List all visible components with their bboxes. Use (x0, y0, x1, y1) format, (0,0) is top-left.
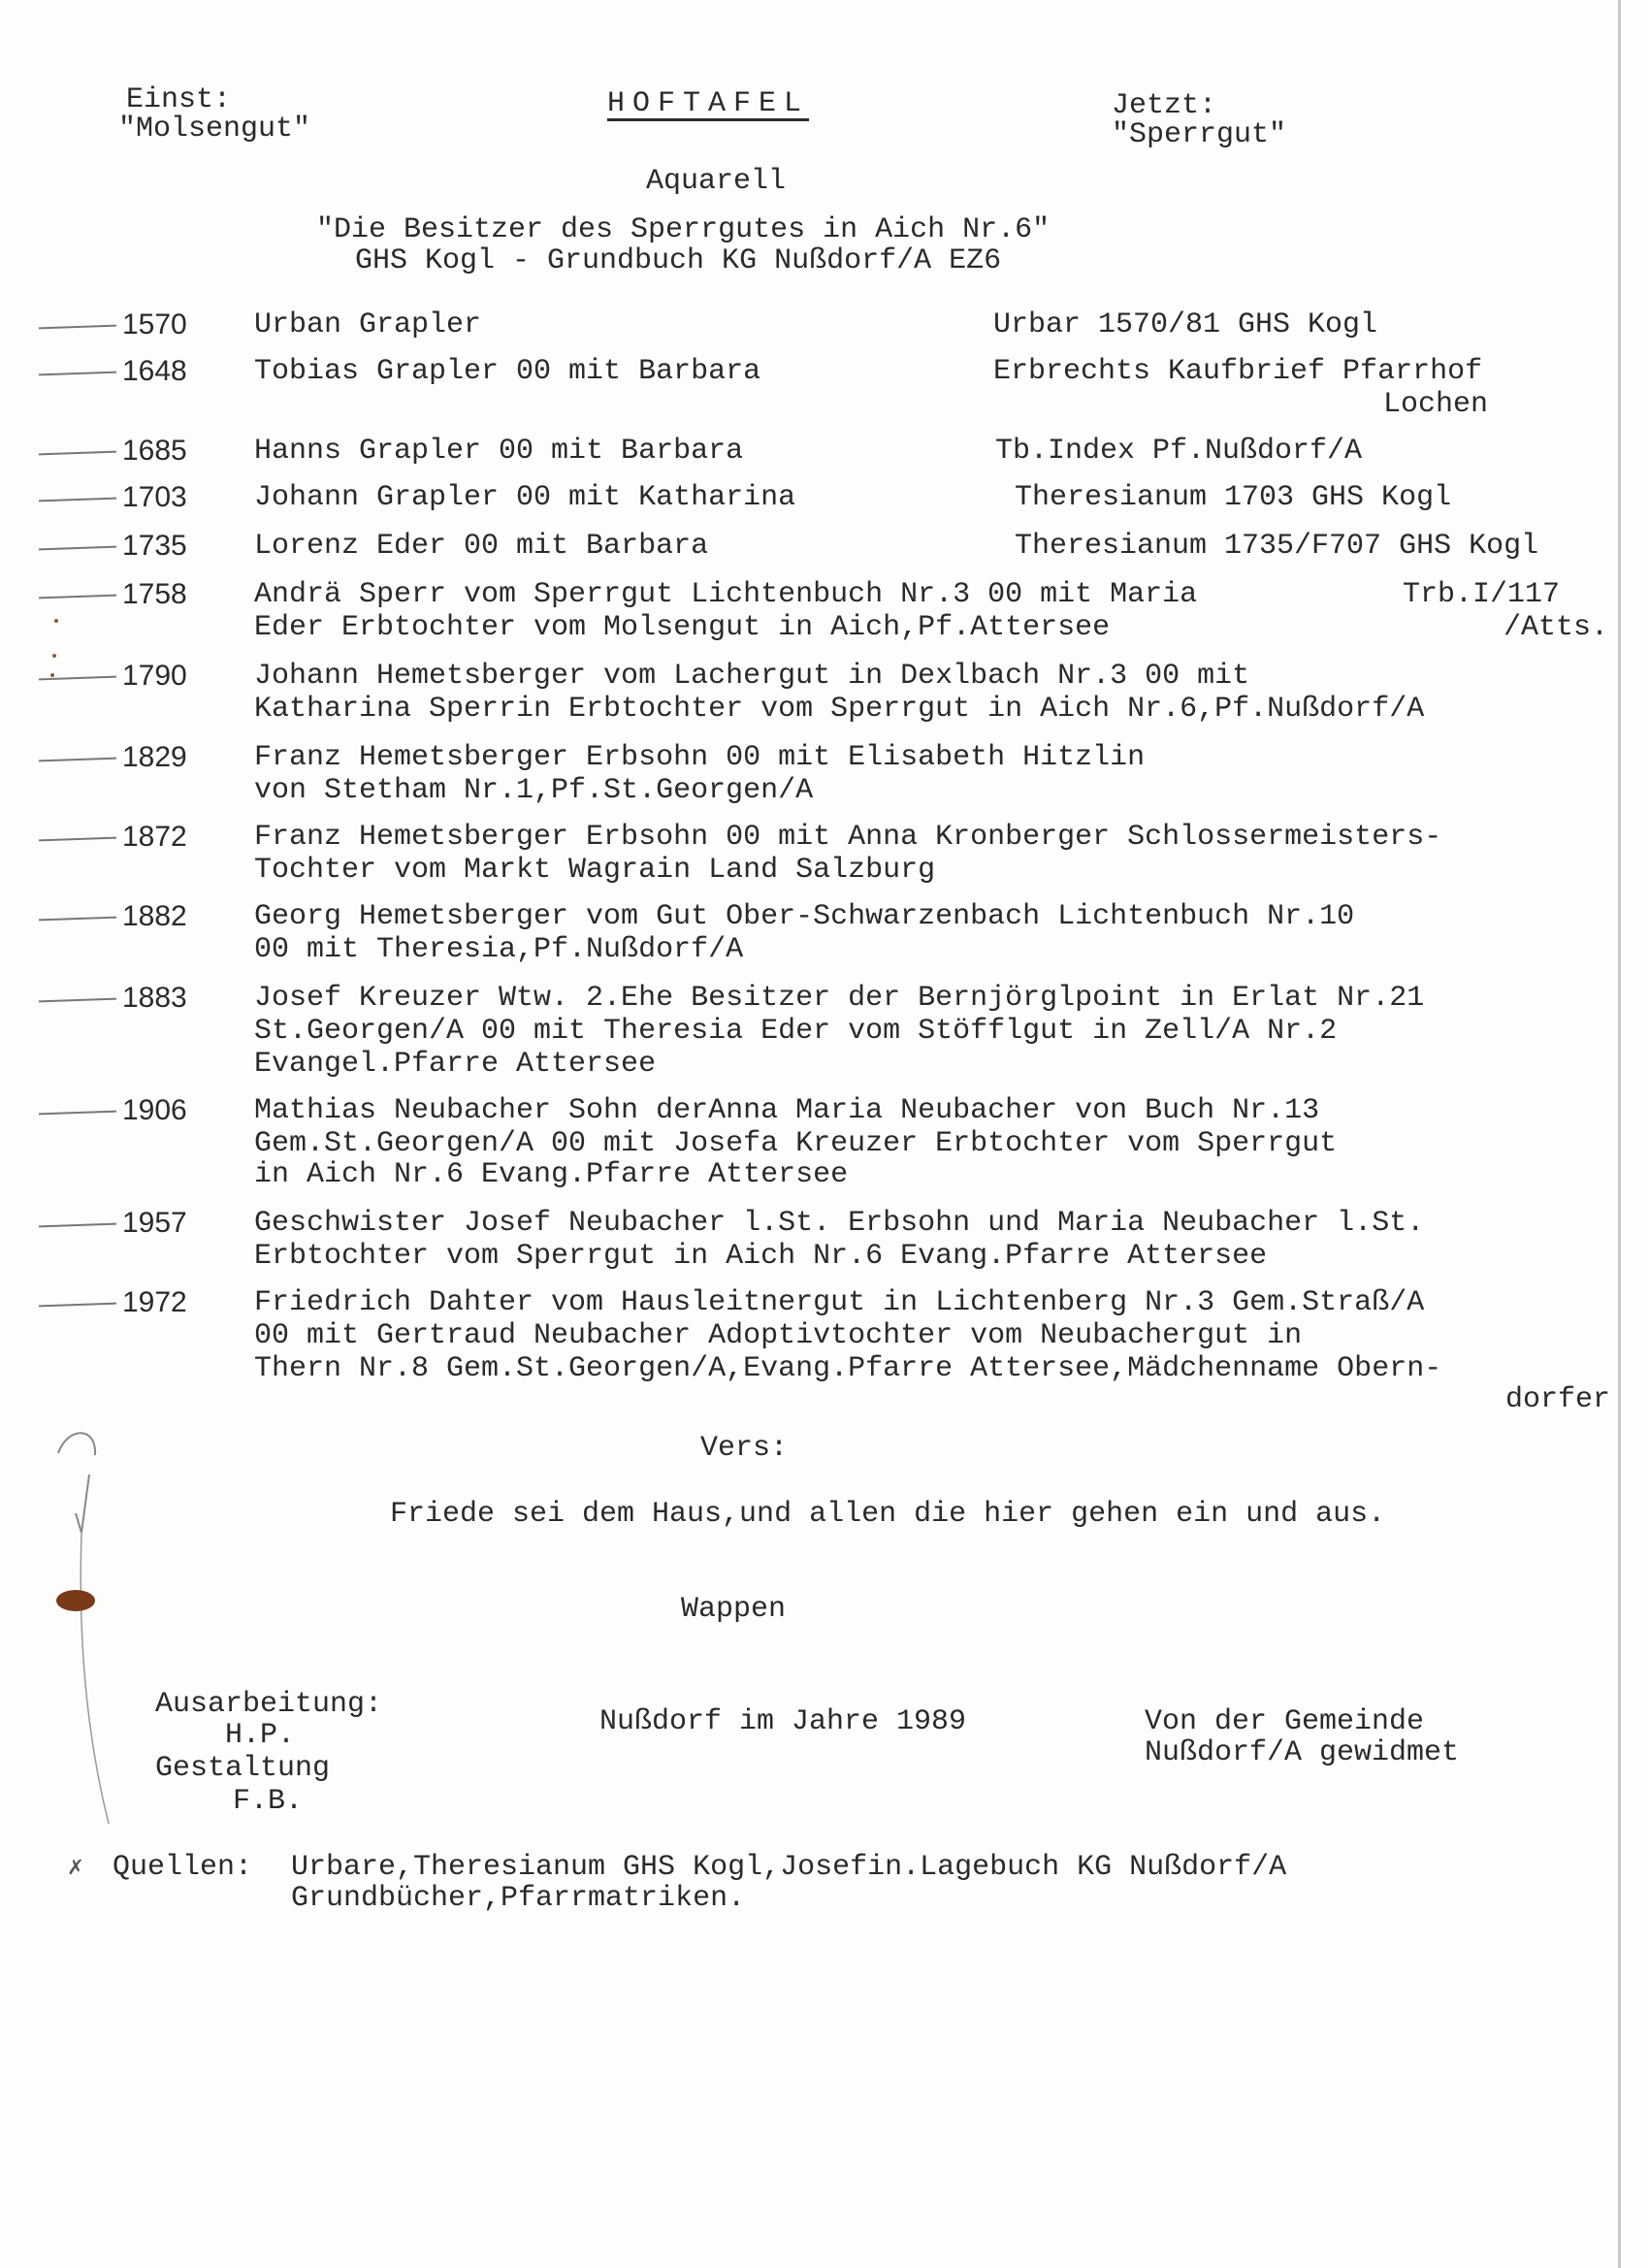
entry-year: 1872 (122, 821, 187, 853)
gestaltung-value: F.B. (233, 1785, 304, 1818)
entry-names-1: Tobias Grapler 00 mit Barbara (254, 355, 761, 388)
check-mark-icon: ✗ (68, 1853, 83, 1882)
entry-names-2: von Stetham Nr.1,Pf.St.Georgen/A (254, 774, 814, 807)
pencil-line (81, 1533, 109, 1824)
ink-dot (50, 673, 54, 677)
pencil-curve (58, 1433, 95, 1455)
entry-source-1: Theresianum 1703 GHS Kogl (1015, 481, 1452, 514)
header-subtitle: Aquarell (646, 165, 787, 198)
entry-names-1: Josef Kreuzer Wtw. 2.Ehe Besitzer der Bernjörglpoint in Erlat Nr.21 (254, 982, 1425, 1015)
entry-names-1: Geschwister Josef Neubacher l.St. Erbsohn und Maria Neubacher l.St. (254, 1207, 1425, 1240)
header-line-1: "Die Besitzer des Sperrgutes in Aich Nr.6" (316, 213, 1051, 246)
entry-year: 1703 (122, 481, 187, 513)
entry-names-1: Franz Hemetsberger Erbsohn 00 mit Elisabeth Hitzlin (254, 741, 1146, 774)
verse-label: Vers: (700, 1432, 789, 1465)
ink-dot (54, 619, 58, 623)
entry-names-3: Thern Nr.8 Gem.St.Georgen/A,Evang.Pfarre Attersee,Mädchenname Obern- (254, 1352, 1442, 1385)
entry-year: 1883 (122, 982, 187, 1014)
entry-source-2: Lochen (1383, 388, 1489, 421)
entry-source-1: Urbar 1570/81 GHS Kogl (993, 308, 1378, 341)
wappen-label: Wappen (681, 1593, 787, 1626)
entry-year: 1648 (122, 355, 187, 387)
entry-source-1: Erbrechts Kaufbrief Pfarrhof (993, 355, 1483, 388)
entry-names-2: 00 mit Gertraud Neubacher Adoptivtochter vom Neubachergut in (254, 1319, 1303, 1352)
header-right-label: Jetzt: (1112, 89, 1217, 122)
entry-names-1: Lorenz Eder 00 mit Barbara (254, 530, 709, 563)
sources-line-2: Grundbücher,Pfarrmatriken. (291, 1882, 746, 1915)
entry-names-1: Mathias Neubacher Sohn derAnna Maria Neubacher von Buch Nr.13 (254, 1094, 1320, 1127)
entry-year: 1735 (122, 530, 187, 562)
entry-names-4: dorfer (1505, 1383, 1611, 1416)
header-left-value: "Molsengut" (118, 113, 311, 146)
pencil-arrow (76, 1474, 89, 1533)
entry-year: 1906 (122, 1094, 187, 1126)
entry-names-1: Franz Hemetsberger Erbsohn 00 mit Anna Kronberger Schlossermeisters- (254, 821, 1442, 854)
entry-names-1: Hanns Grapler 00 mit Barbara (254, 435, 744, 468)
entry-year: 1829 (122, 741, 187, 773)
entry-source-1: Tb.Index Pf.Nußdorf/A (995, 435, 1363, 468)
entry-source-1: Theresianum 1735/F707 GHS Kogl (1015, 530, 1539, 563)
entry-year: 1882 (122, 900, 187, 932)
entry-year: 1570 (122, 308, 187, 340)
ink-stain (56, 1590, 95, 1611)
entry-names-1: Andrä Sperr vom Sperrgut Lichtenbuch Nr.3 00 mit Maria (254, 578, 1198, 611)
margin-pen-marks (0, 0, 136, 1863)
entry-source-1: Trb.I/117 (1403, 578, 1561, 611)
header-right-value: "Sperrgut" (1112, 118, 1287, 151)
entry-names-2: Katharina Sperrin Erbtochter vom Sperrgut in Aich Nr.6,Pf.Nußdorf/A (254, 693, 1425, 726)
entry-names-2: Gem.St.Georgen/A 00 mit Josefa Kreuzer Erbtochter vom Sperrgut (254, 1127, 1338, 1160)
ink-dot (52, 654, 56, 658)
entry-names-1: Urban Grapler (254, 308, 482, 341)
entry-names-2: St.Georgen/A 00 mit Theresia Eder vom Stöfflgut in Zell/A Nr.2 (254, 1015, 1338, 1048)
page-edge (1618, 0, 1621, 2268)
dedication-line-1: Von der Gemeinde (1145, 1705, 1425, 1738)
entry-year: 1972 (122, 1286, 187, 1318)
page-title: HOFTAFEL (607, 87, 810, 120)
sources-label: Quellen: (113, 1851, 253, 1884)
entry-source-2: /Atts. (1504, 611, 1609, 644)
entry-names-2: Tochter vom Markt Wagrain Land Salzburg (254, 854, 936, 887)
entry-year: 1957 (122, 1207, 187, 1239)
entry-year: 1758 (122, 578, 187, 610)
entry-names-2: Erbtochter vom Sperrgut in Aich Nr.6 Evang.Pfarre Attersee (254, 1240, 1268, 1273)
sources-line-1: Urbare,Theresianum GHS Kogl,Josefin.Lagebuch KG Nußdorf/A (291, 1851, 1287, 1884)
entry-names-1: Johann Hemetsberger vom Lachergut in Dexlbach Nr.3 00 mit (254, 660, 1250, 693)
entry-names-3: Evangel.Pfarre Attersee (254, 1048, 657, 1081)
ausarbeitung-value: H.P. (225, 1719, 296, 1752)
header-left-label: Einst: (126, 83, 232, 116)
entry-names-2: 00 mit Theresia,Pf.Nußdorf/A (254, 933, 744, 966)
verse-text: Friede sei dem Haus,und allen die hier gehen ein und aus. (390, 1498, 1386, 1531)
entry-names-1: Johann Grapler 00 mit Katharina (254, 481, 796, 514)
entry-year: 1790 (122, 660, 187, 692)
ausarbeitung-label: Ausarbeitung: (155, 1688, 383, 1721)
dedication-line-2: Nußdorf/A gewidmet (1145, 1736, 1460, 1769)
place-date: Nußdorf im Jahre 1989 (599, 1705, 967, 1738)
gestaltung-label: Gestaltung (155, 1752, 331, 1785)
entry-names-2: Eder Erbtochter vom Molsengut in Aich,Pf.Attersee (254, 611, 1111, 644)
entry-year: 1685 (122, 435, 187, 467)
entry-names-1: Friedrich Dahter vom Hausleitnergut in Lichtenberg Nr.3 Gem.Straß/A (254, 1286, 1425, 1319)
entry-names-3: in Aich Nr.6 Evang.Pfarre Attersee (254, 1158, 849, 1191)
header-line-2: GHS Kogl - Grundbuch KG Nußdorf/A EZ6 (355, 244, 1002, 277)
entry-names-1: Georg Hemetsberger vom Gut Ober-Schwarzenbach Lichtenbuch Nr.10 (254, 900, 1355, 933)
